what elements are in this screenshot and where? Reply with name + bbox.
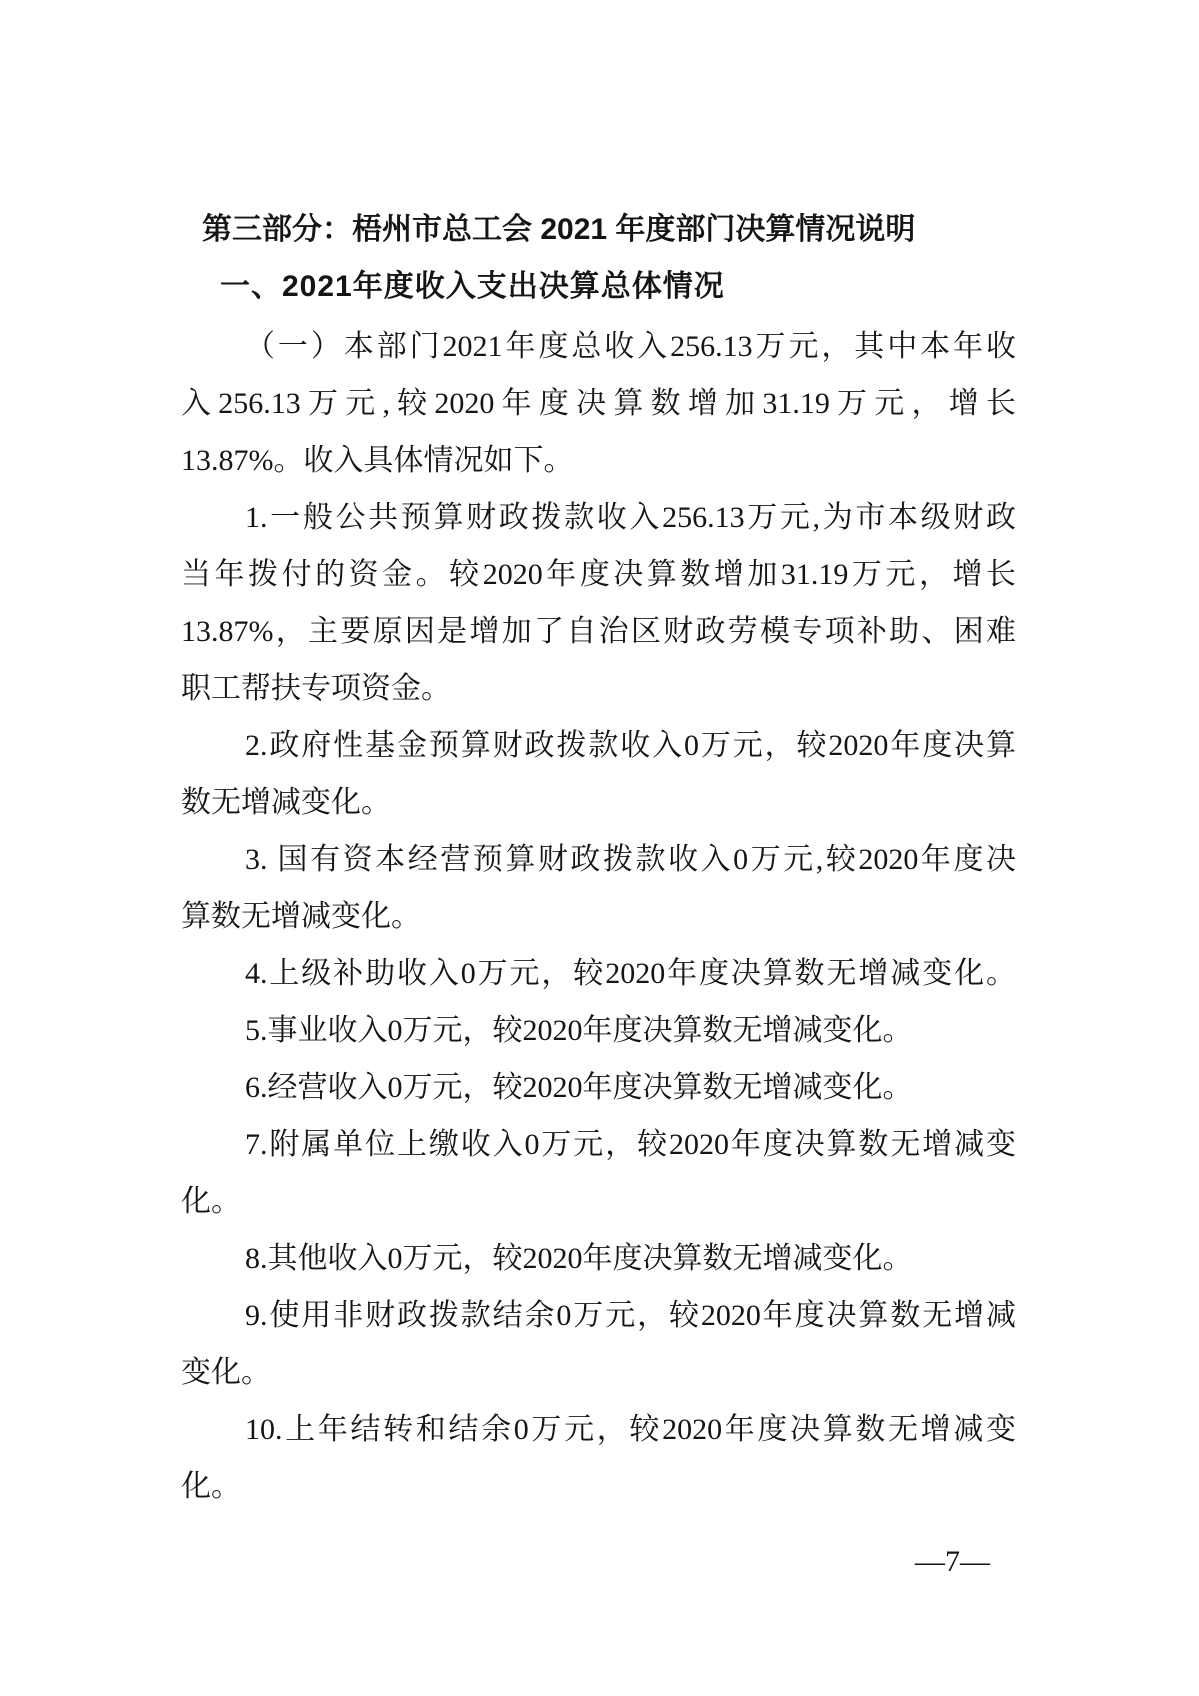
paragraph-item-2 (181, 717, 1016, 831)
text-line: 9.使用非财政拨款结余0万元，较2020年度决算数无增减 (245, 1299, 1016, 1332)
text-line: 职工帮扶专项资金。 (181, 672, 451, 705)
paragraph-item-7 (181, 1116, 1016, 1230)
paragraph-item-4 (181, 945, 1016, 1002)
text-line: 变化。 (181, 1356, 271, 1389)
paragraph-item-10 (181, 1401, 1016, 1515)
paragraph-item-6 (181, 1059, 1016, 1116)
paragraph-item-5 (181, 1002, 1016, 1059)
section-heading: 一、2021年度收入支出决算总体情况 (220, 270, 725, 303)
paragraph-item-3 (181, 831, 1016, 945)
paragraph-item-8 (181, 1230, 1016, 1287)
paragraph-total-income (181, 318, 1016, 489)
document-body (181, 318, 1016, 1515)
text-line: 10.上年结转和结余0万元，较2020年度决算数无增减变 (245, 1413, 1016, 1446)
text-line: 13.87%，主要原因是增加了自治区财政劳模专项补助、困难 (181, 615, 1016, 648)
text-line: 7.附属单位上缴收入0万元，较2020年度决算数无增减变 (245, 1128, 1016, 1161)
document-title: 第三部分：梧州市总工会 2021 年度部门决算情况说明 (202, 213, 916, 246)
text-line: 当年拨付的资金。较2020年度决算数增加31.19万元，增长 (181, 558, 1016, 591)
text-line: 5.事业收入0万元，较2020年度决算数无增减变化。 (245, 1014, 913, 1047)
page-footer (181, 1542, 1016, 1582)
text-line: 6.经营收入0万元，较2020年度决算数无增减变化。 (245, 1071, 913, 1104)
page-number: —7— (915, 1545, 990, 1578)
text-line: 化。 (181, 1185, 241, 1218)
text-line: 2.政府性基金预算财政拨款收入0万元，较2020年度决算 (245, 729, 1016, 762)
text-line: 数无增减变化。 (181, 786, 391, 819)
text-line: 13.87%。收入具体情况如下。 (181, 444, 574, 477)
text-line: 1.一般公共预算财政拨款收入256.13万元,为市本级财政 (245, 501, 1016, 534)
text-line: 4.上级补助收入0万元，较2020年度决算数无增减变化。 (245, 957, 1016, 990)
paragraph-item-9 (181, 1287, 1016, 1401)
text-line: 入256.13万元,较2020年度决算数增加31.19万元，增长 (181, 387, 1016, 420)
text-line: 算数无增减变化。 (181, 900, 421, 933)
text-line: （一）本部门2021年度总收入256.13万元，其中本年收 (245, 330, 1016, 363)
text-line: 3. 国有资本经营预算财政拨款收入0万元,较2020年度决 (245, 843, 1016, 876)
text-line: 化。 (181, 1470, 241, 1503)
paragraph-item-1 (181, 489, 1016, 717)
text-line: 8.其他收入0万元，较2020年度决算数无增减变化。 (245, 1242, 913, 1275)
